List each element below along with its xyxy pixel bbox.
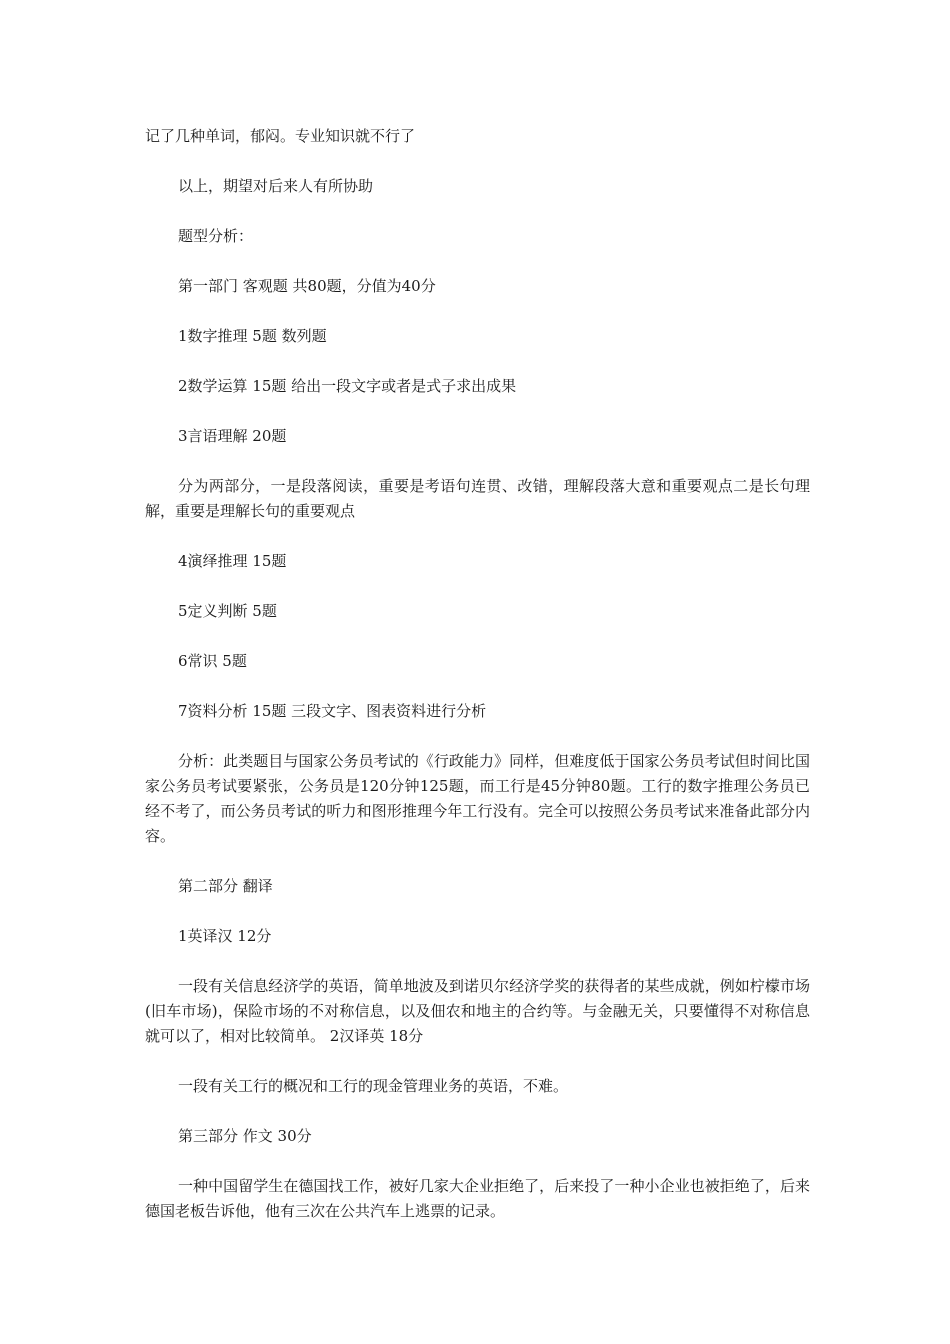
section-heading: 第三部分 作文 30分: [178, 1127, 312, 1145]
list-item: 4演绎推理 15题: [178, 552, 287, 570]
list-item: 5定义判断 5题: [178, 602, 277, 620]
paragraph: 分为两部分，一是段落阅读，重要是考语句连贯、改错，理解段落大意和重要观点二是长句理解，重要是理解长句的重要观点: [145, 477, 810, 520]
list-item: 2数学运算 15题 给出一段文字或者是式子求出成果: [178, 377, 517, 395]
list-item: 3言语理解 20题: [178, 427, 287, 445]
list-item: 7资料分析 15题 三段文字、图表资料进行分析: [178, 702, 487, 720]
section-heading: 题型分析：: [178, 227, 254, 245]
section-heading: 第二部分 翻译: [178, 877, 273, 895]
list-item: 1英译汉 12分: [178, 927, 272, 945]
paragraph: 一种中国留学生在德国找工作，被好几家大企业拒绝了，后来投了一种小企业也被拒绝了，后来德国老板告诉他，他有三次在公共汽车上逃票的记录。: [145, 1177, 810, 1220]
document-body: [145, 124, 810, 1249]
paragraph: 以上，期望对后来人有所协助: [178, 177, 374, 195]
paragraph: 一段有关信息经济学的英语，简单地波及到诺贝尔经济学奖的获得者的某些成就，例如柠檬市场(旧车市场)，保险市场的不对称信息，以及佃农和地主的合约等。与金融无关，只要懂得不对称信息就可以了，相对比较简单。 2汉译英 18分: [145, 977, 810, 1045]
list-item: 6常识 5题: [178, 652, 247, 670]
paragraph: 一段有关工行的概况和工行的现金管理业务的英语，不难。: [178, 1077, 569, 1095]
paragraph: 记了几种单词，郁闷。专业知识就不行了: [145, 127, 416, 145]
paragraph: 分析：此类题目与国家公务员考试的《行政能力》同样，但难度低于国家公务员考试但时间比国家公务员考试要紧张，公务员是120分钟125题，而工行是45分钟80题。工行的数字推理公务员已经不考了，而公务员考试的听力和图形推理今年工行没有。完全可以按照公务员考试来准备此部分内容。: [145, 752, 810, 845]
list-item: 1数字推理 5题 数列题: [178, 327, 327, 345]
section-heading: 第一部门 客观题 共80题，分值为40分: [178, 277, 436, 295]
